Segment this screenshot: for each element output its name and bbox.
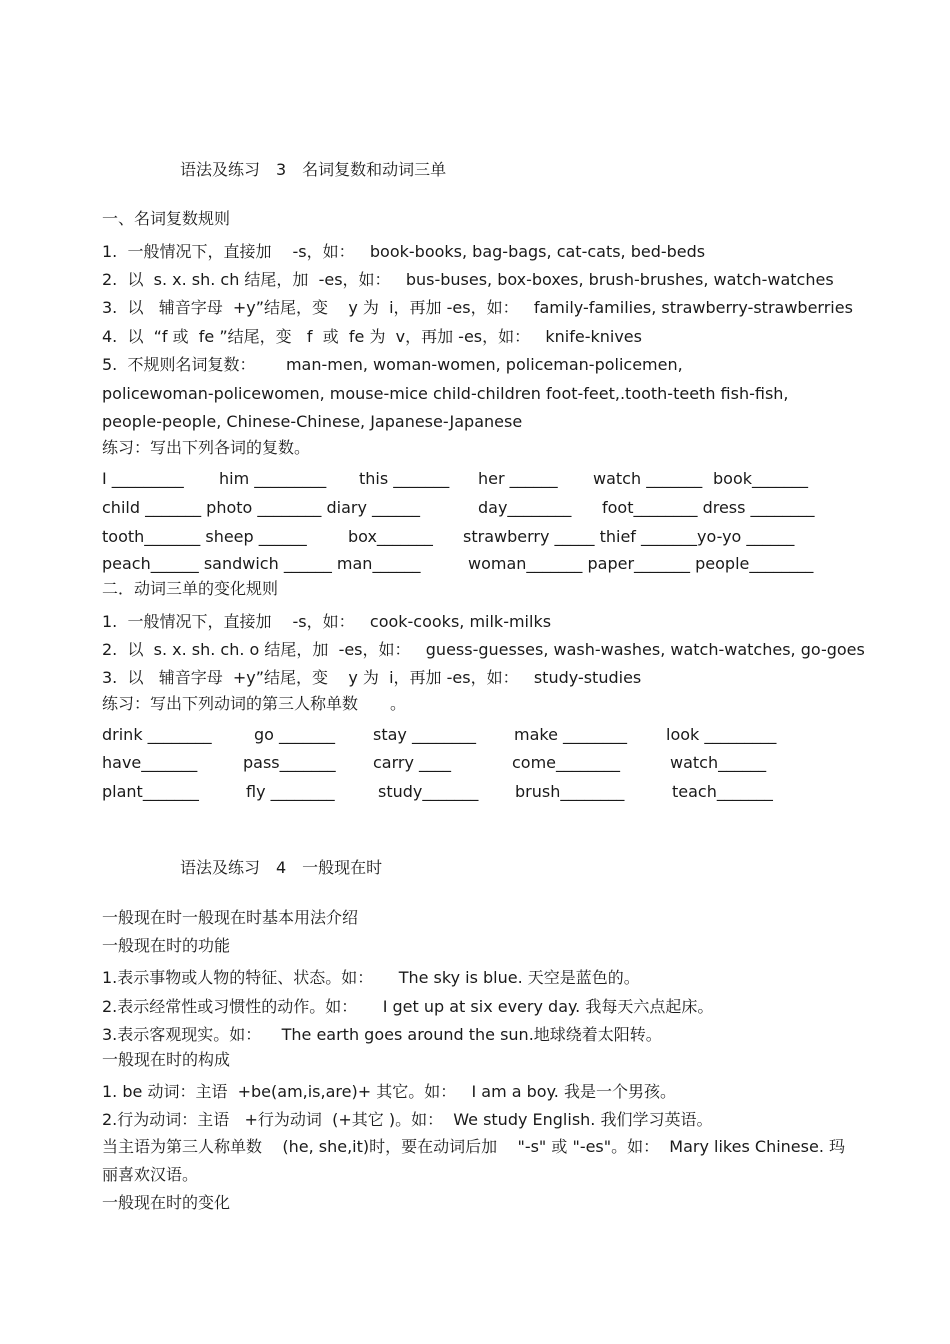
- exercise-item: brush________: [515, 782, 625, 801]
- plural-rule-2: 2. 以 s. x. sh. ch 结尾，加 -es，如： bus-buses, box-boxes, brush-brushes, watch-watches: [102, 270, 834, 289]
- structure-3: 当主语为第三人称单数 (he, she,it)时，要在动词后加 "-s" 或 "-es"。如： Mary likes Chinese. 玛: [102, 1137, 845, 1156]
- exercise-item: drink ________: [102, 725, 212, 744]
- plural-rule-4: 4. 以 “f 或 fe ”结尾，变 f 或 fe 为 v，再加 -es，如： knife-knives: [102, 327, 642, 346]
- section4-title: 语法及练习 4 一般现在时: [180, 858, 383, 877]
- exercise-item: make ________: [514, 725, 628, 744]
- verb-rule-2: 2. 以 s. x. sh. ch. o 结尾，加 -es，如： guess-guesses, wash-washes, watch-watches, go-goes: [102, 640, 865, 659]
- plural-exercise-prompt: 练习：写出下列各词的复数。: [102, 438, 311, 457]
- exercise-item: watch _______: [593, 469, 703, 488]
- verb-rule-1: 1. 一般情况下，直接加 -s，如： cook-cooks, milk-milks: [102, 612, 552, 631]
- exercise-item: study_______: [378, 782, 479, 801]
- exercise-item: foot________ dress ________: [602, 498, 815, 517]
- structure-heading: 一般现在时的构成: [102, 1050, 231, 1069]
- exercise-item: book_______: [713, 469, 808, 488]
- exercise-item: look _________: [666, 725, 777, 744]
- exercise-item: fly ________: [246, 782, 335, 801]
- exercise-item: tooth_______ sheep ______: [102, 527, 307, 546]
- exercise-item: peach______ sandwich ______ man______: [102, 554, 421, 573]
- plural-rule-5-cont-1: policewoman-policewomen, mouse-mice child-children foot-feet,.tooth-teeth fish-fish,: [102, 384, 789, 403]
- exercise-item: pass_______: [243, 753, 336, 772]
- function-heading: 一般现在时的功能: [102, 936, 231, 955]
- function-3: 3.表示客观现实。如： The earth goes around the sun.地球绕着太阳转。: [102, 1025, 662, 1044]
- plural-rule-3: 3. 以 辅音字母 +y”结尾，变 y 为 i，再加 -es，如： family-families, strawberry-strawberries: [102, 298, 853, 317]
- exercise-item: watch______: [670, 753, 767, 772]
- structure-1: 1. be 动词：主语 +be(am,is,are)+ 其它。如： I am a boy. 我是一个男孩。: [102, 1082, 676, 1101]
- exercise-item: him _________: [219, 469, 327, 488]
- structure-3-cont: 丽喜欢汉语。: [102, 1165, 199, 1184]
- structure-2: 2.行为动词：主语 +行为动词 (+其它 )。如： We study English. 我们学习英语。: [102, 1110, 713, 1129]
- section3-title: 语法及练习 3 名词复数和动词三单: [180, 160, 447, 179]
- exercise-item: come________: [512, 753, 621, 772]
- exercise-item: plant_______: [102, 782, 199, 801]
- exercise-item: her ______: [478, 469, 558, 488]
- change-heading: 一般现在时的变化: [102, 1193, 231, 1212]
- exercise-item: carry ____: [373, 753, 452, 772]
- verb-heading: 二．动词三单的变化规则: [102, 579, 279, 598]
- plural-heading: 一、名词复数规则: [102, 209, 231, 228]
- exercise-item: day________: [478, 498, 572, 517]
- exercise-item: I _________: [102, 469, 184, 488]
- exercise-item: go _______: [254, 725, 336, 744]
- plural-rule-1: 1. 一般情况下，直接加 -s，如： book-books, bag-bags, cat-cats, bed-beds: [102, 242, 706, 261]
- verb-rule-3: 3. 以 辅音字母 +y”结尾，变 y 为 i，再加 -es，如： study-studies: [102, 668, 642, 687]
- exercise-item: child _______ photo ________ diary ______: [102, 498, 421, 517]
- present-intro: 一般现在时一般现在时基本用法介绍: [102, 908, 359, 927]
- exercise-item: have_______: [102, 753, 198, 772]
- exercise-item: box_______: [348, 527, 433, 546]
- exercise-item: stay ________: [373, 725, 476, 744]
- exercise-item: teach_______: [672, 782, 773, 801]
- exercise-item: this _______: [359, 469, 450, 488]
- plural-rule-5-cont-2: people-people, Chinese-Chinese, Japanese-Japanese: [102, 412, 523, 431]
- exercise-item: woman_______ paper_______ people________: [468, 554, 814, 573]
- exercise-item: strawberry _____ thief _______yo-yo ______: [463, 527, 795, 546]
- plural-rule-5: 5. 不规则名词复数： man-men, woman-women, policeman-policemen,: [102, 355, 683, 374]
- verb-exercise-prompt: 练习：写出下列动词的第三人称单数 。: [102, 694, 407, 713]
- function-2: 2.表示经常性或习惯性的动作。如： I get up at six every day. 我每天六点起床。: [102, 997, 714, 1016]
- function-1: 1.表示事物或人物的特征、状态。如： The sky is blue. 天空是蓝色的。: [102, 968, 640, 987]
